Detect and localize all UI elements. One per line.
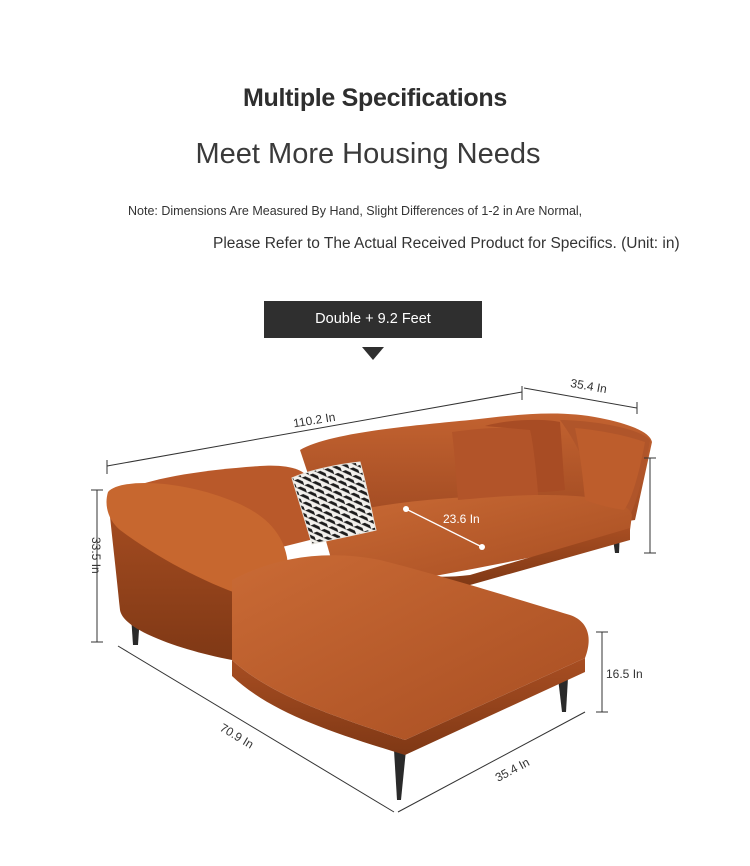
spec-badge: Double + 9.2 Feet [264,301,482,338]
dim-chaise-length: 70.9 In [217,720,257,752]
page-title: Multiple Specifications [243,84,507,112]
dim-height: 33.5 In [89,537,103,574]
note-line-2: Please Refer to The Actual Received Product for Specifics. (Unit: in) [213,235,680,252]
page-subtitle: Meet More Housing Needs [195,138,541,170]
dim-depth-top: 35.4 In [569,376,608,397]
sofa-chaise [232,555,589,755]
dim-chaise-width: 35.4 In [492,755,532,785]
dim-seat-depth: 23.6 In [443,512,480,526]
note-line-1: Note: Dimensions Are Measured By Hand, Slight Differences of 1-2 in Are Normal, [128,204,583,218]
dim-back-length: 110.2 In [292,409,337,431]
dim-seat-height: 16.5 In [606,667,643,681]
leather-pillow-1 [452,428,538,500]
